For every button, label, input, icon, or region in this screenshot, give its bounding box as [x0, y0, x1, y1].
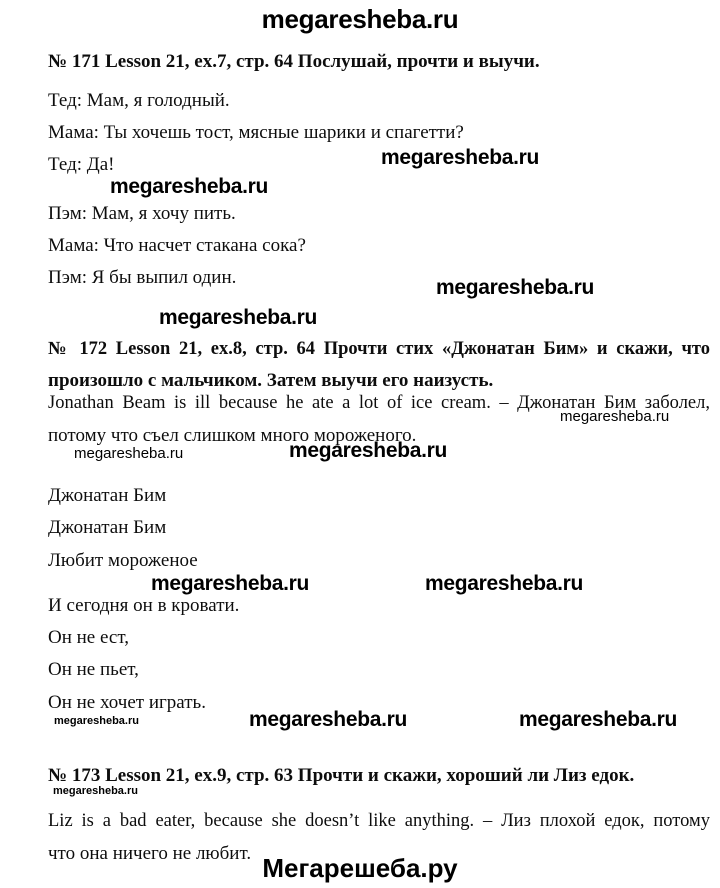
watermark-megaresheba: megaresheba.ru: [159, 306, 318, 329]
watermark-megaresheba: megaresheba.ru: [436, 276, 595, 299]
task-171-heading: № 171 Lesson 21, ex.7, стр. 64 Послушай, прочти и выучи.: [48, 51, 540, 72]
watermark-megaresheba: megaresheba.ru: [74, 445, 184, 462]
task-173-answer-line1: Liz is a bad eater, because she doesn’t like anything. – Лиз плохой едок, потому: [48, 811, 710, 831]
watermark-megaresheba: megaresheba.ru: [110, 175, 269, 198]
dialogue-line: Тед: Мам, я голодный.: [48, 90, 230, 111]
site-title-footer: Мегарешеба.ру: [262, 853, 458, 883]
poem-line: Джонатан Бим: [48, 485, 167, 506]
watermark-megaresheba: megaresheba.ru: [381, 146, 540, 169]
poem-line: Он не ест,: [48, 627, 129, 648]
task-173-heading: № 173 Lesson 21, ex.9, стр. 63 Прочти и скажи, хороший ли Лиз едок.: [48, 765, 635, 786]
dialogue-line: Тед: Да!: [48, 154, 115, 175]
task-172-heading-line1: № 172 Lesson 21, ex.8, стр. 64 Прочти стих «Джонатан Бим» и скажи, что: [48, 339, 710, 359]
dialogue-line: Пэм: Я бы выпил один.: [48, 267, 237, 288]
watermark-megaresheba: megaresheba.ru: [425, 572, 584, 595]
watermark-megaresheba: megaresheba.ru: [151, 572, 310, 595]
task-172-heading-line2: произошло с мальчиком. Затем выучи его наизусть.: [48, 370, 494, 391]
watermark-megaresheba: megaresheba.ru: [560, 408, 670, 425]
poem-line: Любит мороженое: [48, 550, 198, 571]
task-172-answer-line2: потому что съел слишком много мороженого.: [48, 425, 417, 446]
watermark-megaresheba: megaresheba.ru: [249, 708, 408, 731]
dialogue-line: Пэм: Мам, я хочу пить.: [48, 203, 236, 224]
watermark-megaresheba: megaresheba.ru: [53, 785, 138, 797]
poem-line: Он не пьет,: [48, 659, 139, 680]
watermark-megaresheba: megaresheba.ru: [54, 715, 139, 727]
watermark-megaresheba: megaresheba.ru: [519, 708, 678, 731]
watermark-megaresheba: megaresheba.ru: [289, 439, 448, 462]
poem-line: Джонатан Бим: [48, 517, 167, 538]
site-watermark-header: megaresheba.ru: [261, 4, 459, 34]
dialogue-line: Мама: Ты хочешь тост, мясные шарики и спагетти?: [48, 122, 464, 143]
poem-line: Он не хочет играть.: [48, 692, 206, 713]
poem-line: И сегодня он в кровати.: [48, 595, 240, 616]
task-173-answer-line2: что она ничего не любит.: [48, 843, 252, 864]
task-172-answer-line1: Jonathan Beam is ill because he ate a lot of ice cream. – Джонатан Бим заболел,: [48, 393, 710, 413]
dialogue-line: Мама: Что насчет стакана сока?: [48, 235, 306, 256]
